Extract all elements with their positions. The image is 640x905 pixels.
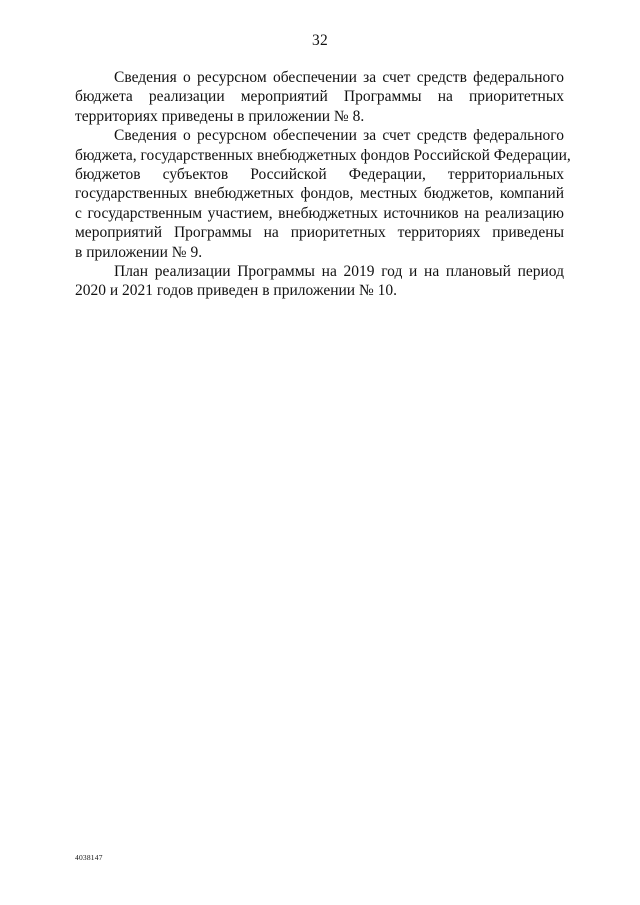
paragraph-1 — [75, 68, 564, 126]
page-number: 32 — [311, 32, 329, 49]
paragraph-line: мероприятий Программы на приоритетных территориях приведены — [75, 224, 564, 242]
paragraph-line: Сведения о ресурсном обеспечении за счет средств федерального — [114, 69, 564, 86]
paragraph-line: бюджетов субъектов Российской Федерации, территориальных — [75, 166, 564, 184]
paragraph-line: 2020 и 2021 годов приведен в приложении № 10. — [75, 282, 398, 300]
paragraph-line: с государственным участием, внебюджетных источников на реализацию — [75, 204, 564, 222]
paragraph-line: бюджета реализации мероприятий Программы на приоритетных — [75, 88, 564, 106]
paragraph-line: бюджета, государственных внебюджетных фондов Российской Федерации, — [75, 146, 571, 164]
paragraph-3 — [75, 262, 564, 301]
paragraph-line: государственных внебюджетных фондов, местных бюджетов, компаний — [75, 185, 564, 203]
paragraph-line: Сведения о ресурсном обеспечении за счет средств федерального — [114, 127, 564, 145]
paragraph-line: в приложении № 9. — [75, 243, 203, 261]
paragraph-2 — [75, 126, 571, 262]
paragraph-line: План реализации Программы на 2019 год и на плановый период — [114, 263, 564, 281]
paragraph-line: территориях приведены в приложении № 8. — [75, 107, 365, 125]
document-body — [75, 68, 571, 301]
document-id: 4038147 — [75, 853, 103, 862]
